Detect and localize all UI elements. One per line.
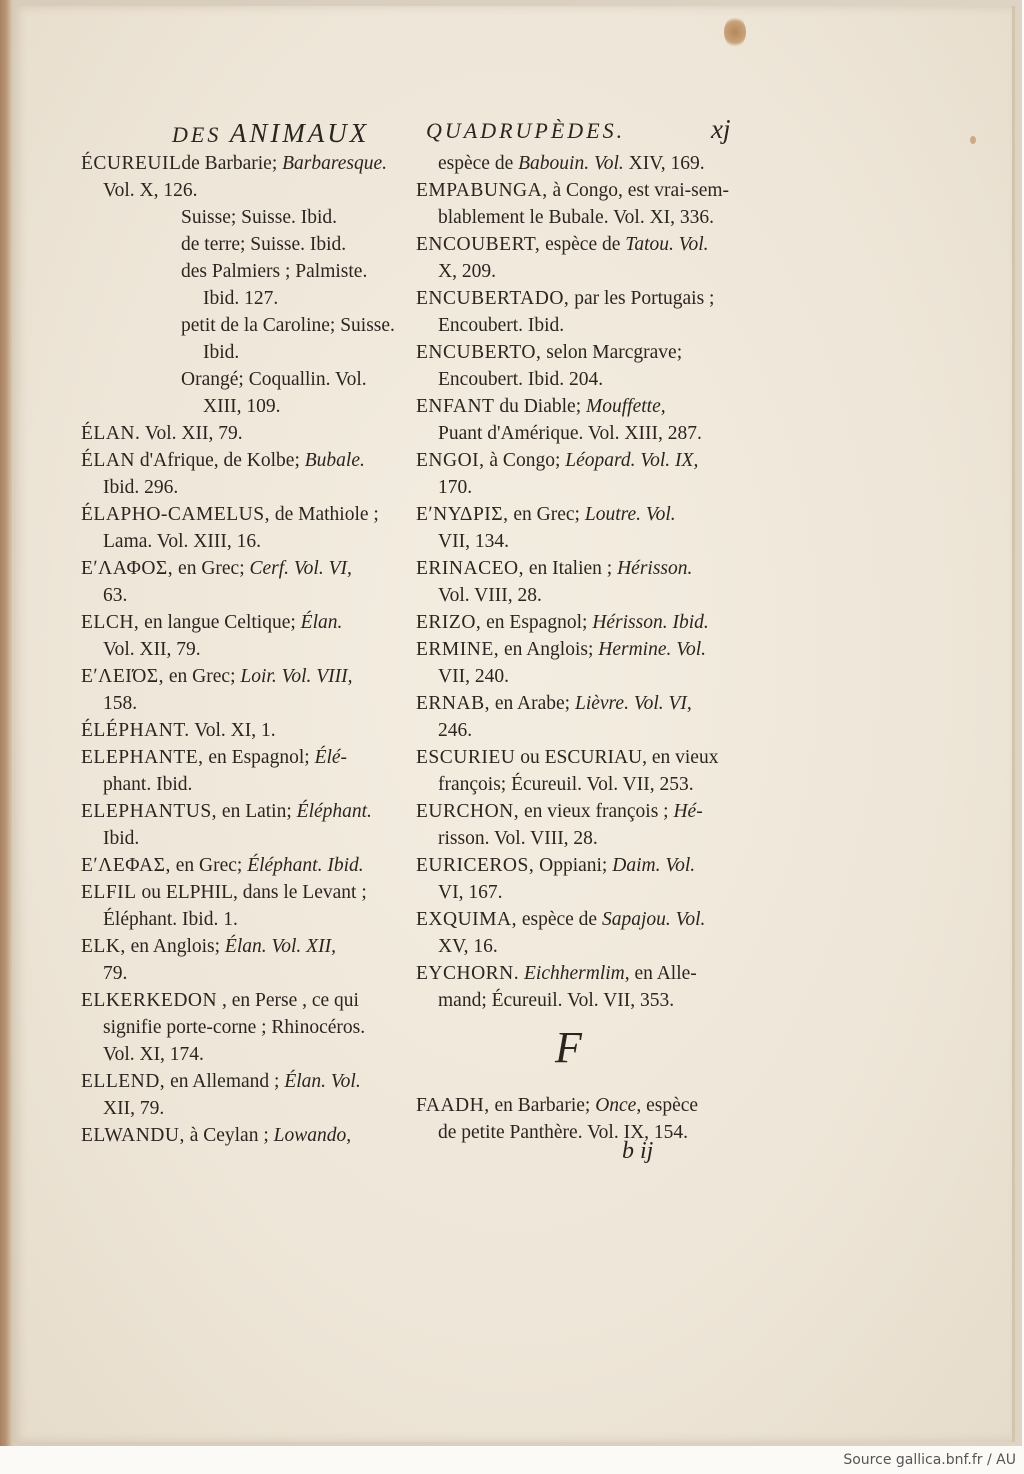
entry-text: à Congo, est vrai-sem- — [547, 180, 730, 201]
index-entry — [81, 933, 401, 987]
entry-continuation: X, 209. — [438, 261, 496, 282]
entry-text: de Barbarie; — [181, 153, 283, 174]
entry-text: ou ELPHIL, dans le Levant ; — [136, 882, 367, 903]
entry-continuation: VII, 240. — [438, 666, 509, 687]
entry-italic: Palmiste. — [295, 261, 368, 282]
entry-text: espèce de — [438, 153, 519, 174]
entry-text: en langue Celtique; — [139, 612, 301, 633]
entry-text: , en Perse , ce qui — [217, 990, 359, 1011]
entry-italic: Suisse. Ibid. — [250, 234, 347, 255]
entry-italic: Élan. — [300, 612, 343, 633]
running-head-right: QUADRUPÈDES. — [426, 118, 626, 143]
entry-italic: Hérisson. — [617, 558, 693, 579]
entry-continuation: de petite Panthère. Vol. IX, 154. — [438, 1122, 689, 1143]
entry-text: d'Afrique, de Kolbe; — [135, 450, 305, 471]
index-entry — [416, 798, 732, 852]
entry-headword: EYCHORN. — [416, 963, 520, 984]
entry-headword: FAADH, — [416, 1095, 490, 1116]
entry-headword: ELEPHANTE, — [81, 747, 204, 768]
entry-text: petit de la Caroline; — [181, 315, 341, 336]
entry-headword: ENCUBERTO, — [416, 342, 542, 363]
entry-text: en Latin; — [217, 801, 297, 822]
signature-mark: b ij — [622, 1138, 654, 1164]
entry-headword: ÉLAPHO-CAMELUS, — [81, 504, 270, 525]
index-entry — [416, 285, 732, 339]
entry-italic: Sapajou. Vol. — [601, 909, 706, 930]
entry-headword: EXQUIMA, — [416, 909, 517, 930]
entry-text: en Anglois; — [125, 936, 225, 957]
index-entry — [81, 744, 401, 798]
entry-continuation: Lama. Vol. XIII, 16. — [103, 531, 261, 552]
entry-text: Orangé; — [181, 369, 249, 390]
entry-continuation: Encoubert. Ibid. — [438, 315, 565, 336]
entry-continuation: 246. — [438, 720, 473, 741]
entry-headword: ELWANDU, — [81, 1125, 185, 1146]
entry-continuation: Ibid. 296. — [103, 477, 179, 498]
index-entry — [416, 1092, 732, 1146]
entry-continuation: 170. — [438, 477, 473, 498]
index-entry — [81, 1068, 401, 1122]
entry-text: espèce — [641, 1095, 699, 1116]
index-entry — [416, 744, 732, 798]
entry-continuation: 79. — [103, 963, 128, 984]
entry-headword: EMPABUNGA, — [416, 180, 548, 201]
entry-text: à Ceylan ; — [184, 1125, 274, 1146]
entry-text: ou ESCURIAU, en vieux — [515, 747, 719, 768]
entry-headword: ΕʹΛΑΦΟΣ, — [81, 558, 174, 579]
entry-italic: Lowando, — [273, 1125, 352, 1146]
index-entry — [416, 501, 732, 555]
entry-headword: ENCOUBERT, — [416, 234, 541, 255]
index-entry — [81, 231, 401, 258]
entry-italic: Lièvre. Vol. VI, — [574, 693, 692, 714]
stain-small — [970, 136, 976, 144]
entry-text: en Allemand ; — [165, 1071, 285, 1092]
entry-text: espèce de — [516, 909, 602, 930]
entry-text: espèce de — [540, 234, 626, 255]
stain — [724, 16, 746, 48]
entry-headword: ENFANT — [416, 396, 495, 417]
entry-headword: ERIZO, — [416, 612, 482, 633]
entry-italic: Barbaresque. — [282, 153, 387, 174]
entry-text: en vieux françois ; — [519, 801, 674, 822]
entry-text: en Italien ; — [523, 558, 618, 579]
index-entry — [416, 555, 732, 609]
index-entry — [416, 339, 732, 393]
index-entry — [81, 312, 401, 366]
entry-italic: Loutre. Vol. — [584, 504, 676, 525]
entry-italic: Élan. Vol. XII, — [224, 936, 336, 957]
entry-headword: ΕʹΛΕΦΑΣ, — [81, 855, 171, 876]
entry-italic: Hermine. Vol. — [598, 639, 707, 660]
entry-italic: Léopard. Vol. IX, — [565, 450, 699, 471]
entry-continuation: Vol. XII, 79. — [103, 639, 201, 660]
entry-headword: EURICEROS, — [416, 855, 535, 876]
entry-italic: Once, — [595, 1095, 642, 1116]
entry-continuation: Ibid. 127. — [203, 288, 279, 309]
entry-text: en Grec; — [173, 558, 250, 579]
entry-headword: ENGOI, — [416, 450, 485, 471]
index-entry — [81, 204, 401, 231]
index-entry — [416, 690, 732, 744]
entry-text: , en Alle- — [624, 963, 697, 984]
entry-headword: ERINACEO, — [416, 558, 524, 579]
index-entry — [81, 987, 401, 1068]
entry-headword: ERNAB, — [416, 693, 490, 714]
entry-continuation: Ibid. — [103, 828, 140, 849]
entry-text: selon Marcgrave; — [541, 342, 683, 363]
entry-headword: ESCURIEU — [416, 747, 516, 768]
entry-continuation: françois; Écureuil. Vol. VII, 253. — [438, 774, 694, 795]
entry-italic: Élan. Vol. — [284, 1071, 361, 1092]
index-entry — [81, 555, 401, 609]
entry-text: Vol. XII, 79. — [140, 423, 243, 444]
entry-text: en Anglois; — [499, 639, 599, 660]
entry-italic: Suisse. Ibid. — [241, 207, 338, 228]
entry-italic: Coquallin. Vol. — [248, 369, 367, 390]
index-entry — [416, 906, 732, 960]
entry-text: en Espagnol; — [203, 747, 315, 768]
index-entry — [81, 879, 401, 933]
index-entry — [416, 852, 732, 906]
left-column — [81, 150, 401, 1149]
index-entry — [416, 393, 732, 447]
entry-headword: ÉLAN. — [81, 423, 141, 444]
entry-italic: Éléphant. Ibid. — [247, 855, 364, 876]
entry-text: de Mathiole ; — [269, 504, 379, 525]
index-entry — [81, 150, 401, 204]
entry-continuation: 158. — [103, 693, 138, 714]
entry-italic: Daim. Vol. — [612, 855, 696, 876]
entry-headword: ÉLÉPHANT. — [81, 720, 190, 741]
entry-text: en Grec; — [170, 855, 248, 876]
entry-text: des Palmiers ; — [181, 261, 296, 282]
entry-text: à Congo; — [484, 450, 566, 471]
entry-text: par les Portugais ; — [569, 288, 715, 309]
entry-italic: Éléphant. — [296, 801, 372, 822]
index-entry — [416, 447, 732, 501]
entry-continuation: risson. Vol. VIII, 28. — [438, 828, 598, 849]
entry-headword: ÉCUREUIL — [81, 153, 182, 174]
entry-italic: Suisse. — [340, 315, 395, 336]
entry-continuation: VII, 134. — [438, 531, 509, 552]
entry-text: XIV, 169. — [623, 153, 705, 174]
section-letter: F — [555, 1023, 582, 1072]
entry-headword: ΕʹΛΕΙΌΣ, — [81, 666, 165, 687]
running-head-left: DES ANIMAUX — [172, 118, 370, 148]
entry-continuation: 63. — [103, 585, 128, 606]
entry-text: du Diable; — [494, 396, 586, 417]
entry-continuation: mand; Écureuil. Vol. VII, 353. — [438, 990, 675, 1011]
entry-italic: Mouffette, — [586, 396, 666, 417]
entry-continuation: Éléphant. Ibid. 1. — [103, 909, 238, 930]
index-entry — [81, 1122, 401, 1149]
index-entry — [416, 609, 732, 636]
entry-headword: EURCHON, — [416, 801, 520, 822]
folio: xj — [711, 114, 731, 144]
entry-headword: ERMINE, — [416, 639, 500, 660]
entry-italic: Eichhermlim — [524, 963, 625, 984]
entry-italic: Loir. Vol. VIII, — [240, 666, 353, 687]
entry-italic: Hérisson. Ibid. — [592, 612, 709, 633]
index-entry — [81, 366, 401, 420]
entry-headword: ELLEND, — [81, 1071, 166, 1092]
entry-italic: Babouin. Vol. — [518, 153, 624, 174]
entry-continuation: blablement le Bubale. Vol. XI, 336. — [438, 207, 715, 228]
entry-headword: ÉLAN — [81, 450, 135, 471]
entry-continuation: Vol. X, 126. — [103, 180, 198, 201]
index-entry — [81, 609, 401, 663]
index-entry — [81, 798, 401, 852]
entry-text: Suisse; — [181, 207, 242, 228]
entry-headword: ELFIL — [81, 882, 137, 903]
entry-continuation: VI, 167. — [438, 882, 503, 903]
index-entry — [81, 447, 401, 501]
source-credit: Source gallica.bnf.fr / AU — [843, 1452, 1016, 1468]
index-entry — [81, 717, 401, 744]
entry-italic: Tatou. Vol. — [625, 234, 709, 255]
entry-headword: ELK, — [81, 936, 126, 957]
index-entry — [416, 231, 732, 285]
entry-text: en Arabe; — [489, 693, 575, 714]
right-column — [416, 150, 732, 1014]
index-entry — [81, 258, 401, 312]
entry-headword: ΕʹΝΥΔΡΙΣ, — [416, 504, 509, 525]
entry-italic: Bubale. — [304, 450, 365, 471]
index-entry — [416, 177, 732, 231]
entry-continuation: phant. Ibid. — [103, 774, 193, 795]
entry-continuation: XV, 16. — [438, 936, 498, 957]
entry-headword: ELKERKEDON — [81, 990, 218, 1011]
entry-continuation: signifie porte-corne ; Rhinocéros. — [103, 1017, 366, 1038]
entry-text: de terre; — [181, 234, 251, 255]
index-entry — [416, 960, 732, 1014]
entry-continuation: Vol. XI, 174. — [103, 1044, 204, 1065]
entry-continuation: Puant d'Amérique. Vol. XIII, 287. — [438, 423, 702, 444]
entry-italic: Élé- — [314, 747, 348, 768]
index-entry — [416, 636, 732, 690]
entry-text: en Grec; — [164, 666, 241, 687]
entry-headword: ENCUBERTADO, — [416, 288, 570, 309]
index-entry — [81, 852, 401, 879]
index-entry — [81, 663, 401, 717]
index-entry — [81, 501, 401, 555]
index-entry — [416, 150, 732, 177]
entry-italic: Hé- — [673, 801, 703, 822]
index-entry — [81, 420, 401, 447]
entry-headword: ELCH, — [81, 612, 140, 633]
entry-italic: Cerf. Vol. VI, — [249, 558, 352, 579]
entry-continuation: Vol. VIII, 28. — [438, 585, 542, 606]
entry-continuation: Encoubert. Ibid. 204. — [438, 369, 604, 390]
entry-continuation: XIII, 109. — [203, 396, 281, 417]
entry-text: Oppiani; — [534, 855, 613, 876]
entry-headword: ELEPHANTUS, — [81, 801, 218, 822]
entry-continuation: Ibid. — [203, 342, 240, 363]
entry-continuation: XII, 79. — [103, 1098, 165, 1119]
entry-text: en Espagnol; — [481, 612, 593, 633]
entry-text: Vol. XI, 1. — [189, 720, 276, 741]
entry-text: en Grec; — [508, 504, 585, 525]
faadh-entry — [416, 1092, 732, 1146]
entry-text: en Barbarie; — [489, 1095, 596, 1116]
